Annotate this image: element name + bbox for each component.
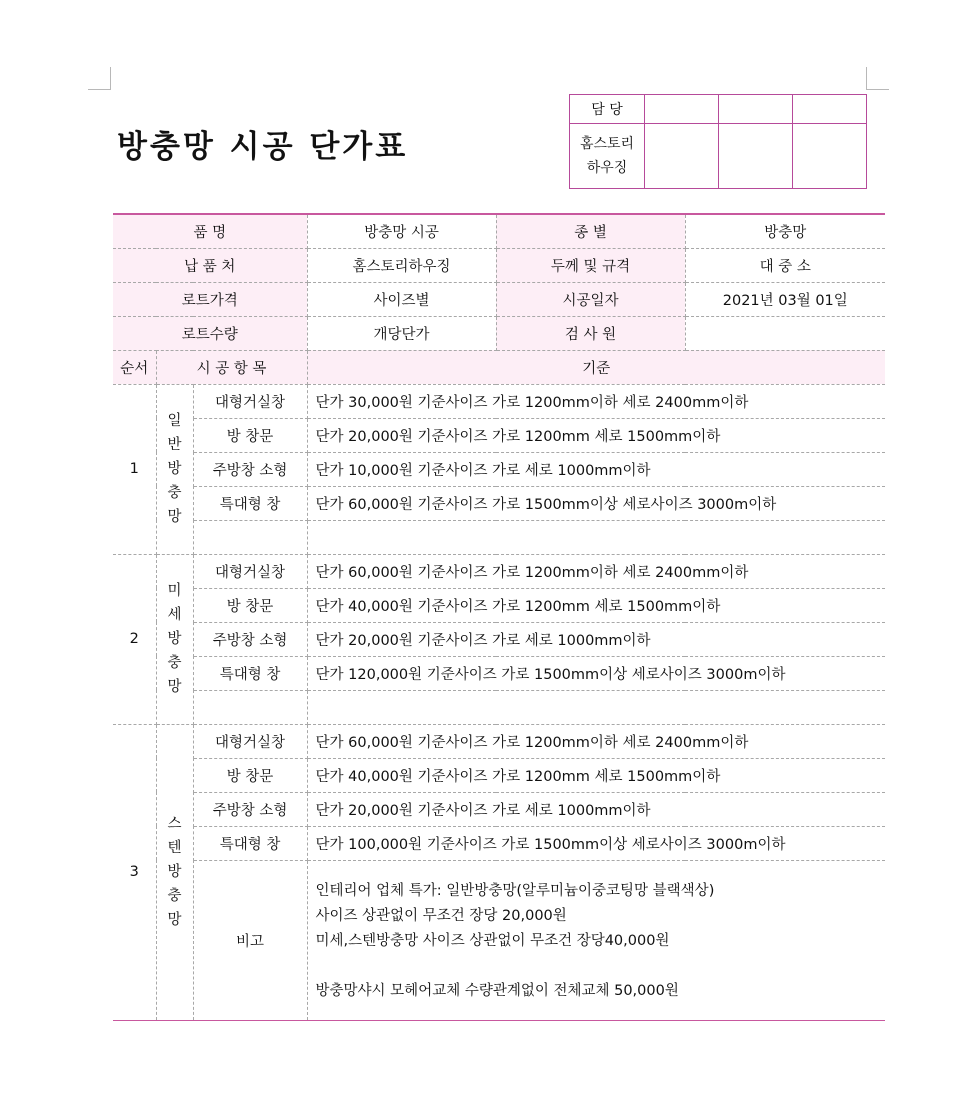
table-row (113, 690, 885, 724)
standard-cell[interactable]: 단가 20,000원 기준사이즈 가로 세로 1000mm이하 (307, 792, 885, 826)
standard-cell[interactable]: 단가 20,000원 기준사이즈 가로 1200mm 세로 1500mm이하 (307, 418, 885, 452)
item-cell[interactable]: 대형거실창 (193, 384, 307, 418)
info-row (113, 248, 885, 282)
table-row (113, 384, 885, 418)
item-cell[interactable]: 방 창문 (193, 588, 307, 622)
header-standard: 기준 (307, 350, 885, 384)
item-cell[interactable] (193, 520, 307, 554)
table-row (113, 418, 885, 452)
approval-sign-5[interactable] (719, 124, 793, 189)
document-title: 방충망 시공 단가표 (117, 129, 409, 165)
group-name-char: 반 (167, 437, 182, 453)
item-cell[interactable]: 주방창 소형 (193, 452, 307, 486)
item-cell[interactable] (193, 690, 307, 724)
table-row (113, 826, 885, 860)
note-line: 사이즈 상관없이 무조건 장당 20,000원 (315, 907, 567, 924)
standard-cell[interactable] (307, 520, 885, 554)
info-label: 검 사 원 (496, 316, 685, 350)
table-row (113, 486, 885, 520)
standard-cell[interactable]: 단가 60,000원 기준사이즈 가로 1500mm이상 세로사이즈 3000m이하 (307, 486, 885, 520)
standard-cell[interactable]: 단가 20,000원 기준사이즈 가로 세로 1000mm이하 (307, 622, 885, 656)
standard-cell[interactable]: 단가 40,000원 기준사이즈 가로 1200mm 세로 1500mm이하 (307, 758, 885, 792)
info-label: 시공일자 (496, 282, 685, 316)
group-name-char: 충 (167, 485, 182, 501)
info-value[interactable]: 방충망 (685, 214, 885, 248)
note-line: 방충망샤시 모헤어교체 수량관계없이 전체교체 50,000원 (315, 982, 679, 999)
table-row (113, 452, 885, 486)
page-corner-mark-right (866, 67, 889, 90)
info-row (113, 282, 885, 316)
item-cell[interactable]: 특대형 창 (193, 826, 307, 860)
info-value[interactable]: 방충망 시공 (307, 214, 496, 248)
approval-sign-3[interactable] (793, 95, 867, 124)
standard-cell[interactable]: 단가 120,000원 기준사이즈 가로 1500mm이상 세로사이즈 3000m이하 (307, 656, 885, 690)
table-row (113, 554, 885, 588)
info-label: 두께 및 규격 (496, 248, 685, 282)
standard-cell[interactable]: 단가 60,000원 기준사이즈 가로 1200mm이하 세로 2400mm이하 (307, 724, 885, 758)
group-number: 3 (113, 724, 156, 1020)
note-content[interactable] (307, 860, 885, 1020)
group-name-char: 충 (167, 655, 182, 671)
item-cell[interactable]: 특대형 창 (193, 656, 307, 690)
group-name-char: 망 (167, 912, 182, 928)
info-value[interactable] (685, 316, 885, 350)
approval-sign-1[interactable] (645, 95, 719, 124)
group-name-char: 망 (167, 679, 182, 695)
group-name-char: 미 (167, 583, 182, 599)
approval-sign-2[interactable] (719, 95, 793, 124)
note-line: 인테리어 업체 특가: 일반방충망(알루미늄이중코팅망 블랙색상) (315, 882, 715, 899)
group-name-char: 방 (167, 461, 182, 477)
table-row (113, 520, 885, 554)
info-label: 로트가격 (113, 282, 307, 316)
group-name-char: 방 (167, 864, 182, 880)
group-name-char: 방 (167, 631, 182, 647)
note-line (316, 954, 886, 979)
group-name-char: 일 (167, 413, 182, 429)
item-cell[interactable]: 방 창문 (193, 758, 307, 792)
info-value[interactable]: 개당단가 (307, 316, 496, 350)
standard-cell[interactable]: 단가 40,000원 기준사이즈 가로 1200mm 세로 1500mm이하 (307, 588, 885, 622)
group-number: 1 (113, 384, 156, 554)
group-name-char: 텐 (167, 840, 182, 856)
note-row (113, 860, 885, 1020)
approval-company: 홈스토리 하우징 (570, 124, 645, 189)
header-order: 순서 (113, 350, 156, 384)
info-row (113, 316, 885, 350)
info-label: 납 품 처 (113, 248, 307, 282)
standard-cell[interactable]: 단가 30,000원 기준사이즈 가로 1200mm이하 세로 2400mm이하 (307, 384, 885, 418)
info-value[interactable]: 2021년 03월 01일 (685, 282, 885, 316)
info-value[interactable]: 홈스토리하우징 (307, 248, 496, 282)
group-name-char: 세 (167, 607, 182, 623)
approval-label: 담 당 (570, 95, 645, 124)
approval-sign-6[interactable] (793, 124, 867, 189)
group-name (156, 384, 193, 554)
note-line: 미세,스텐방충망 사이즈 상관없이 무조건 장당40,000원 (315, 932, 670, 949)
item-cell[interactable]: 특대형 창 (193, 486, 307, 520)
page-corner-mark-left (88, 67, 111, 90)
standard-cell[interactable]: 단가 10,000원 기준사이즈 가로 세로 1000mm이하 (307, 452, 885, 486)
table-row (113, 724, 885, 758)
table-row (113, 656, 885, 690)
table-header-row (113, 350, 885, 384)
item-cell[interactable]: 방 창문 (193, 418, 307, 452)
approval-box (569, 94, 867, 189)
table-row (113, 792, 885, 826)
info-label: 종 별 (496, 214, 685, 248)
standard-cell[interactable] (307, 690, 885, 724)
group-name-char: 스 (167, 816, 182, 832)
standard-cell[interactable]: 단가 100,000원 기준사이즈 가로 1500mm이상 세로사이즈 3000m이하 (307, 826, 885, 860)
item-cell[interactable]: 대형거실창 (193, 724, 307, 758)
header-item: 시 공 항 목 (156, 350, 307, 384)
table-row (113, 758, 885, 792)
info-value[interactable]: 대 중 소 (685, 248, 885, 282)
info-label: 로트수량 (113, 316, 307, 350)
table-row (113, 622, 885, 656)
price-table-body (113, 214, 885, 1020)
info-row (113, 214, 885, 248)
item-cell[interactable]: 주방창 소형 (193, 792, 307, 826)
item-cell[interactable]: 대형거실창 (193, 554, 307, 588)
note-label: 비고 (193, 860, 307, 1020)
table-row (113, 588, 885, 622)
item-cell[interactable]: 주방창 소형 (193, 622, 307, 656)
group-name (156, 724, 193, 1020)
group-number: 2 (113, 554, 156, 724)
info-value[interactable]: 사이즈별 (307, 282, 496, 316)
approval-sign-4[interactable] (645, 124, 719, 189)
price-table (113, 213, 885, 1021)
info-label: 품 명 (113, 214, 307, 248)
standard-cell[interactable]: 단가 60,000원 기준사이즈 가로 1200mm이하 세로 2400mm이하 (307, 554, 885, 588)
group-name (156, 554, 193, 724)
group-name-char: 망 (167, 509, 182, 525)
group-name-char: 충 (167, 888, 182, 904)
